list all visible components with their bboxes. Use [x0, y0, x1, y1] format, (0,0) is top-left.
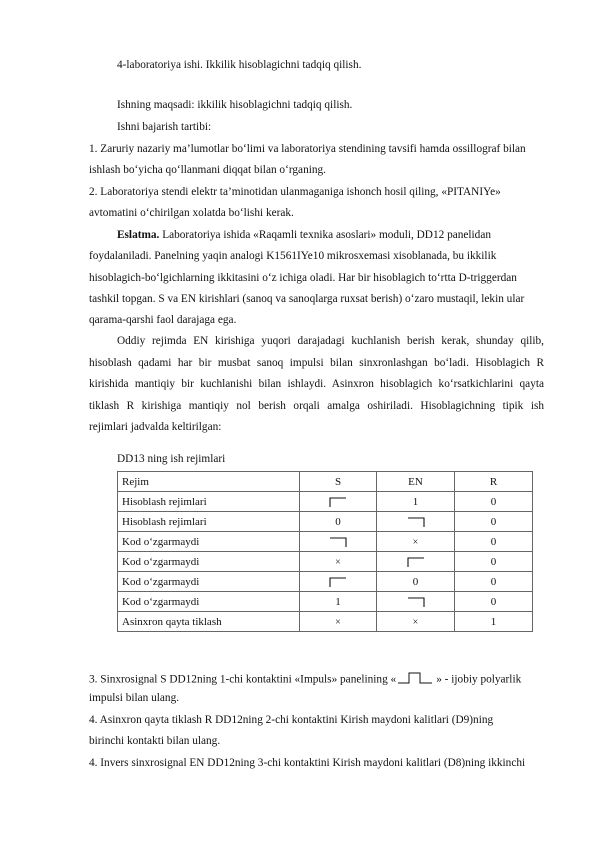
cell-value: 0 — [490, 515, 497, 528]
cell-value: 0 — [490, 575, 497, 588]
cell-mode — [118, 532, 300, 552]
cell-en — [377, 572, 455, 592]
cell-r — [455, 532, 533, 552]
para2-line-3: kirishida mantiqiy bir kuchlanishi bilan ishlaydi. Asinxron hisoblagich ko‘rsatkichlarini qayta — [89, 378, 544, 390]
falling-edge-icon — [327, 536, 349, 548]
cell-value: Hisoblash rejimlari — [122, 515, 207, 528]
para2-line-5: rejimlari jadvalda keltirilgan: — [89, 421, 222, 433]
table-row — [118, 592, 533, 612]
table-row — [118, 492, 533, 512]
cell-value: 0 — [490, 495, 497, 508]
note-line-1 — [117, 229, 491, 242]
note-line-4: tashkil topgan. S va EN kirishlari (sanoq va sanoqlarga ruxsat berish) o‘zaro mustaqil, lekin ular — [89, 293, 525, 305]
step-3-text-a: 3. Sinxrosignal S DD12ning 1-chi kontaktini «Impuls» panelining « — [89, 673, 397, 686]
cell-s — [300, 532, 377, 552]
header-r: R — [455, 472, 533, 492]
cell-value: 1 — [490, 615, 497, 628]
para2-line-4: tiklash R kirishiga mantiqiy nol berish orqali amalga oshiriladi. Hisoblagichning tipik ish — [89, 400, 544, 412]
cell-value: × — [335, 556, 341, 568]
cell-value: × — [335, 616, 341, 628]
step-1-line-2: ishlash bo‘yicha qo‘llanmani diqqat bilan o‘rganing. — [89, 164, 326, 176]
cell-s — [300, 512, 377, 532]
cell-value: Kod o‘zgarmaydi — [122, 575, 200, 588]
cell-s — [300, 592, 377, 612]
step-1-line-1: 1. Zaruriy nazariy ma’lumotlar bo‘limi va laboratoriya stendining tavsifi hamda ossillograf bilan — [89, 143, 526, 155]
cell-s — [300, 552, 377, 572]
cell-value: × — [412, 536, 419, 548]
step-3-line-2: impulsi bilan ulang. — [89, 692, 180, 704]
cell-r — [455, 512, 533, 532]
table-caption: DD13 ning ish rejimlari — [117, 453, 226, 465]
rising-edge-icon — [327, 576, 349, 588]
table-row — [118, 512, 533, 532]
cell-mode — [118, 512, 300, 532]
order-heading: Ishni bajarish tartibi: — [117, 121, 212, 133]
cell-r — [455, 552, 533, 572]
positive-pulse-icon — [396, 671, 436, 689]
note-text: Laboratoriya ishida «Raqamli texnika asoslari» moduli, DD12 panelidan — [159, 229, 491, 241]
cell-r — [455, 572, 533, 592]
cell-mode — [118, 612, 300, 632]
falling-edge-icon — [405, 596, 427, 608]
cell-en — [377, 592, 455, 612]
note-line-5: qarama-qarshi faol darajaga ega. — [89, 314, 237, 326]
cell-value: × — [412, 616, 419, 628]
para2-line-1: Oddiy rejimda EN kirishiga yuqori darajadagi kuchlanish berish kerak, shunday qilib, — [117, 335, 544, 347]
cell-en — [377, 552, 455, 572]
rising-edge-icon — [327, 496, 349, 508]
cell-en — [377, 512, 455, 532]
cell-value: 0 — [490, 595, 497, 608]
work-purpose: Ishning maqsadi: ikkilik hisoblagichni tadqiq qilish. — [117, 99, 353, 111]
note-label: Eslatma. — [117, 229, 160, 241]
para2-line-2: hisoblash qadami har bir musbat sanoq impulsi bilan sinxronlashgan bo‘ladi. Hisoblagich R — [89, 357, 544, 369]
cell-value: Kod o‘zgarmaydi — [122, 595, 200, 608]
cell-en — [377, 532, 455, 552]
table-row — [118, 572, 533, 592]
header-s: S — [300, 472, 377, 492]
step-2-line-2: avtomatini o‘chirilgan xolatda bo‘lishi kerak. — [89, 207, 294, 219]
note-line-3: hisoblagich-bo‘lgichlarning ikkitasini o‘z ichiga oladi. Har bir hisoblagich to‘rtta D-triggerdan — [89, 272, 517, 284]
cell-s — [300, 572, 377, 592]
header-en: EN — [377, 472, 455, 492]
table-row — [118, 612, 533, 632]
rising-edge-icon — [405, 556, 427, 568]
step-2-line-1: 2. Laboratoriya stendi elektr ta’minotidan ulanmaganiga ishonch hosil qiling, «PITANIYe» — [89, 186, 501, 198]
cell-en — [377, 612, 455, 632]
cell-value: Kod o‘zgarmaydi — [122, 535, 200, 548]
cell-r — [455, 612, 533, 632]
cell-s — [300, 492, 377, 512]
table-row — [118, 552, 533, 572]
cell-r — [455, 592, 533, 612]
cell-mode — [118, 592, 300, 612]
cell-value: Kod o‘zgarmaydi — [122, 555, 200, 568]
cell-value: 1 — [412, 495, 419, 508]
cell-value: 0 — [412, 575, 419, 588]
falling-edge-icon — [405, 516, 427, 528]
cell-value: 0 — [490, 555, 497, 568]
header-rejim: Rejim — [118, 472, 300, 492]
step-3-line-1 — [89, 671, 521, 689]
step-4b-line-1: 4. Invers sinxrosignal EN DD12ning 3-chi kontaktini Kirish maydoni kalitlari (D8)ning ikkinchi — [89, 757, 526, 769]
note-line-2: foydalaniladi. Panelning yaqin analogi K1561IYe10 mikrosxemasi xisoblanada, bu ikkilik — [89, 250, 497, 262]
cell-mode — [118, 492, 300, 512]
step-4a-line-2: birinchi kontakti bilan ulang. — [89, 735, 221, 747]
step-3-text-b: » - ijobiy polyarlik — [436, 673, 522, 686]
cell-s — [300, 612, 377, 632]
modes-table — [117, 471, 533, 632]
step-4a-line-1: 4. Asinxron qayta tiklash R DD12ning 2-chi kontaktini Kirish maydoni kalitlari (D9)ning — [89, 714, 494, 726]
cell-value: 1 — [335, 595, 341, 608]
cell-value: Hisoblash rejimlari — [122, 495, 207, 508]
cell-value: Asinxron qayta tiklash — [122, 615, 222, 628]
table-row — [118, 532, 533, 552]
cell-mode — [118, 552, 300, 572]
cell-value: 0 — [490, 535, 497, 548]
cell-r — [455, 492, 533, 512]
cell-en — [377, 492, 455, 512]
table-header-row — [118, 472, 533, 492]
lab-title: 4-laboratoriya ishi. Ikkilik hisoblagichni tadqiq qilish. — [117, 59, 362, 71]
cell-mode — [118, 572, 300, 592]
cell-value: 0 — [335, 515, 341, 528]
